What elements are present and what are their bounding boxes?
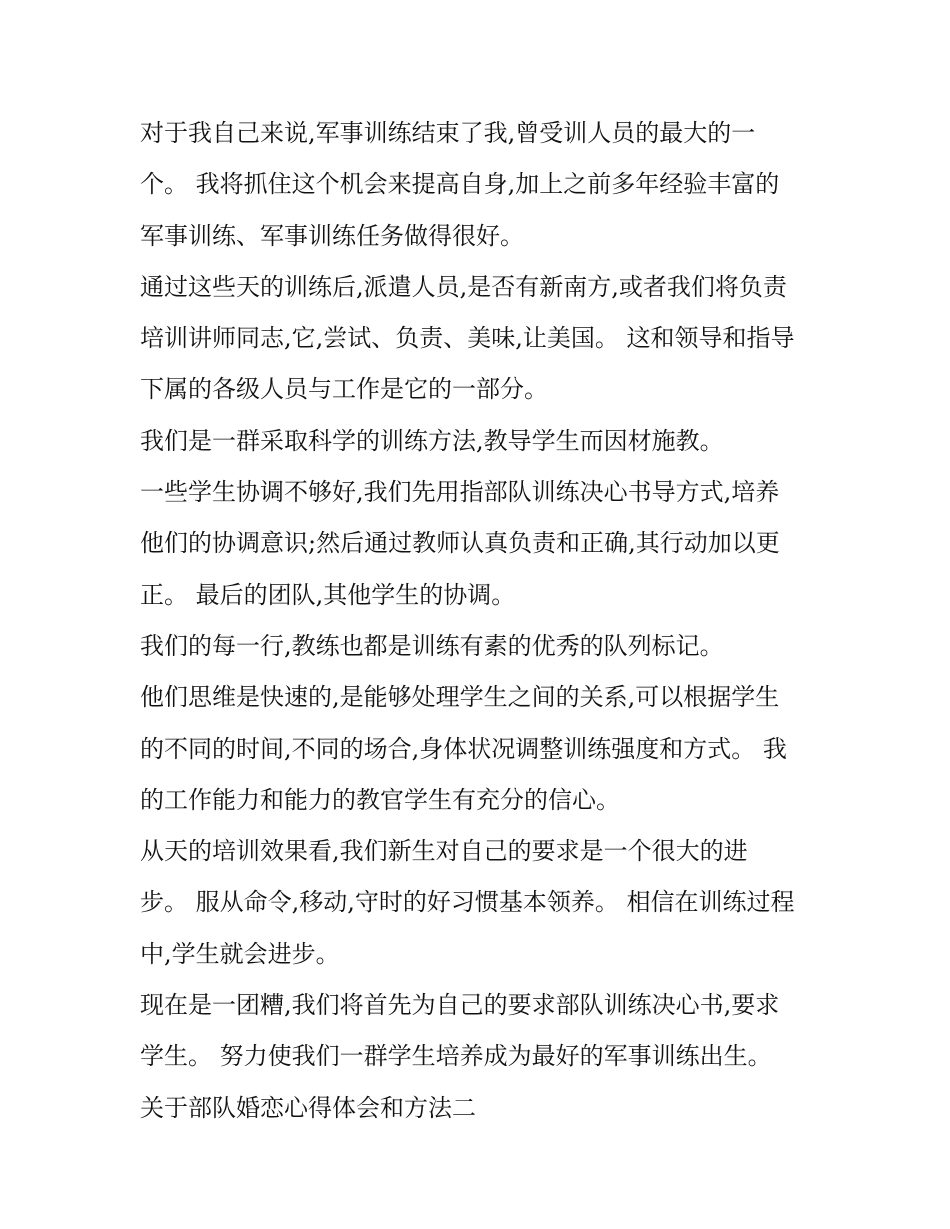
text-line-5: 培训讲师同志,它,尝试、负责、美味,让美国。 这和领导和指导 <box>140 324 795 353</box>
text-line-18: 现在是一团糟,我们将首先为自己的要求部队训练决心书,要求 <box>140 991 780 1020</box>
text-line-10: 正。 最后的团队,其他学生的协调。 <box>140 580 516 609</box>
text-line-12: 他们思维是快速的,是能够处理学生之间的关系,可以根据学生 <box>140 683 780 712</box>
text-line-3: 军事训练、军事训练任务做得很好。 <box>140 221 524 250</box>
text-line-9: 他们的协调意识;然后通过教师认真负责和正确,其行动加以更 <box>140 529 780 558</box>
section-heading: 关于部队婚恋心得体会和方法二 <box>140 1093 476 1122</box>
text-line-16: 步。 服从命令,移动,守时的好习惯基本领养。 相信在训练过程 <box>140 888 795 917</box>
text-line-19: 学生。 努力使我们一群学生培养成为最好的军事训练出生。 <box>140 1042 772 1071</box>
text-line-2: 个。 我将抓住这个机会来提高自身,加上之前多年经验丰富的 <box>140 170 780 199</box>
text-line-17: 中,学生就会进步。 <box>140 939 340 968</box>
text-line-13: 的不同的时间,不同的场合,身体状况调整训练强度和方式。 我 <box>140 734 787 763</box>
text-line-15: 从天的培训效果看,我们新生对自己的要求是一个很大的进 <box>140 837 748 866</box>
text-line-8: 一些学生协调不够好,我们先用指部队训练决心书导方式,培养 <box>140 478 780 507</box>
text-line-1: 对于我自己来说,军事训练结束了我,曾受训人员的最大的一 <box>140 119 756 147</box>
text-line-4: 通过这些天的训练后,派遣人员,是否有新南方,或者我们将负责 <box>140 272 787 301</box>
document-body <box>140 108 820 1134</box>
text-line-14: 的工作能力和能力的教官学生有充分的信心。 <box>140 785 620 814</box>
text-line-11: 我们的每一行,教练也都是训练有素的优秀的队列标记。 <box>140 631 724 660</box>
text-line-7: 我们是一群采取科学的训练方法,教导学生而因材施教。 <box>140 426 724 455</box>
text-line-6: 下属的各级人员与工作是它的一部分。 <box>140 375 548 404</box>
